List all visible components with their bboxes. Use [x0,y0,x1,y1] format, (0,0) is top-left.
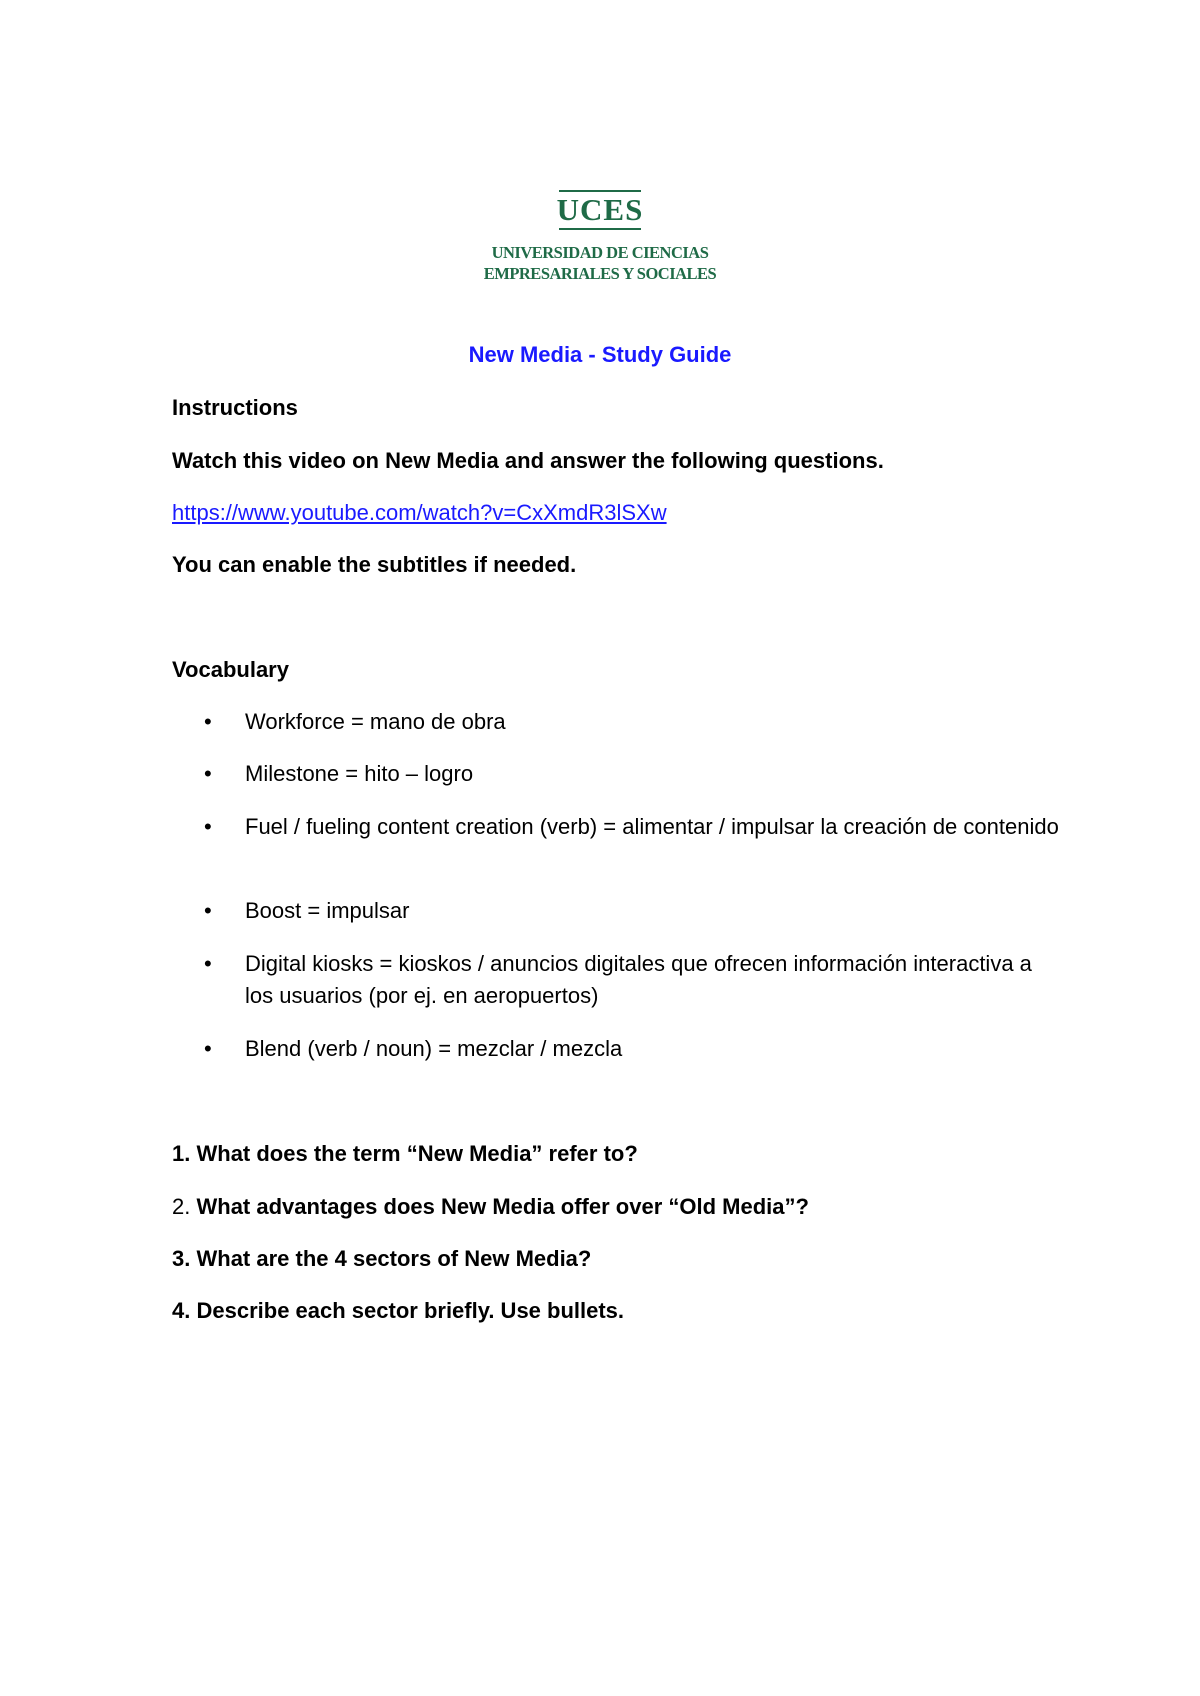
bullet-icon: • [204,1036,212,1061]
vocabulary-item-text: Fuel / fueling content creation (verb) = alimentar / impulsar la creación de contenido [245,814,1059,839]
logo-line-2: EMPRESARIALES Y SOCIALES [483,264,717,283]
vocabulary-item [172,1033,1072,1065]
video-link[interactable]: https://www.youtube.com/watch?v=CxXmdR3lSXw [172,500,667,525]
question-number: 2. [172,1194,191,1219]
question-text: Describe each sector briefly. Use bullets. [196,1298,625,1323]
document-title: New Media - Study Guide [468,342,732,367]
bullet-icon: • [204,761,212,786]
bullet-icon: • [204,898,212,923]
instructions-heading: Instructions [172,395,298,420]
video-link-wrapper [172,498,667,528]
vocabulary-item-text: Workforce = mano de obra [245,709,506,734]
question-text: What advantages does New Media offer over “Old Media”? [196,1194,809,1219]
vocabulary-item [172,895,1072,927]
question-2 [172,1192,809,1222]
question-number: 4. [172,1298,191,1323]
question-text: What are the 4 sectors of New Media? [196,1246,592,1271]
instruction-text: Watch this video on New Media and answer the following questions. [172,448,884,473]
subtitles-note: You can enable the subtitles if needed. [172,552,577,577]
bullet-icon: • [204,951,212,976]
logo-mark: UCES [556,192,644,227]
question-number: 3. [172,1246,191,1271]
question-1 [172,1139,638,1169]
logo-rule-bottom [559,228,641,230]
university-logo [480,190,720,284]
vocabulary-item-text: Milestone = hito – logro [245,761,474,786]
vocabulary-heading: Vocabulary [172,657,289,682]
vocabulary-item-text: Digital kiosks = kioskos / anuncios digitales que ofrecen información interactiva a los usuarios (por ej. en aeropuertos) [245,951,1032,1008]
vocabulary-item [172,706,1072,738]
vocabulary-item [172,758,1072,790]
logo-line-1: UNIVERSIDAD DE CIENCIAS [491,243,709,262]
vocabulary-item-text: Blend (verb / noun) = mezclar / mezcla [245,1036,623,1061]
vocabulary-item-text: Boost = impulsar [245,898,410,923]
question-3 [172,1244,591,1274]
question-4 [172,1296,624,1326]
vocabulary-item [172,948,1072,1012]
vocabulary-item [172,811,1072,843]
bullet-icon: • [204,709,212,734]
question-number: 1. [172,1141,191,1166]
bullet-icon: • [204,814,212,839]
question-text: What does the term “New Media” refer to? [196,1141,638,1166]
